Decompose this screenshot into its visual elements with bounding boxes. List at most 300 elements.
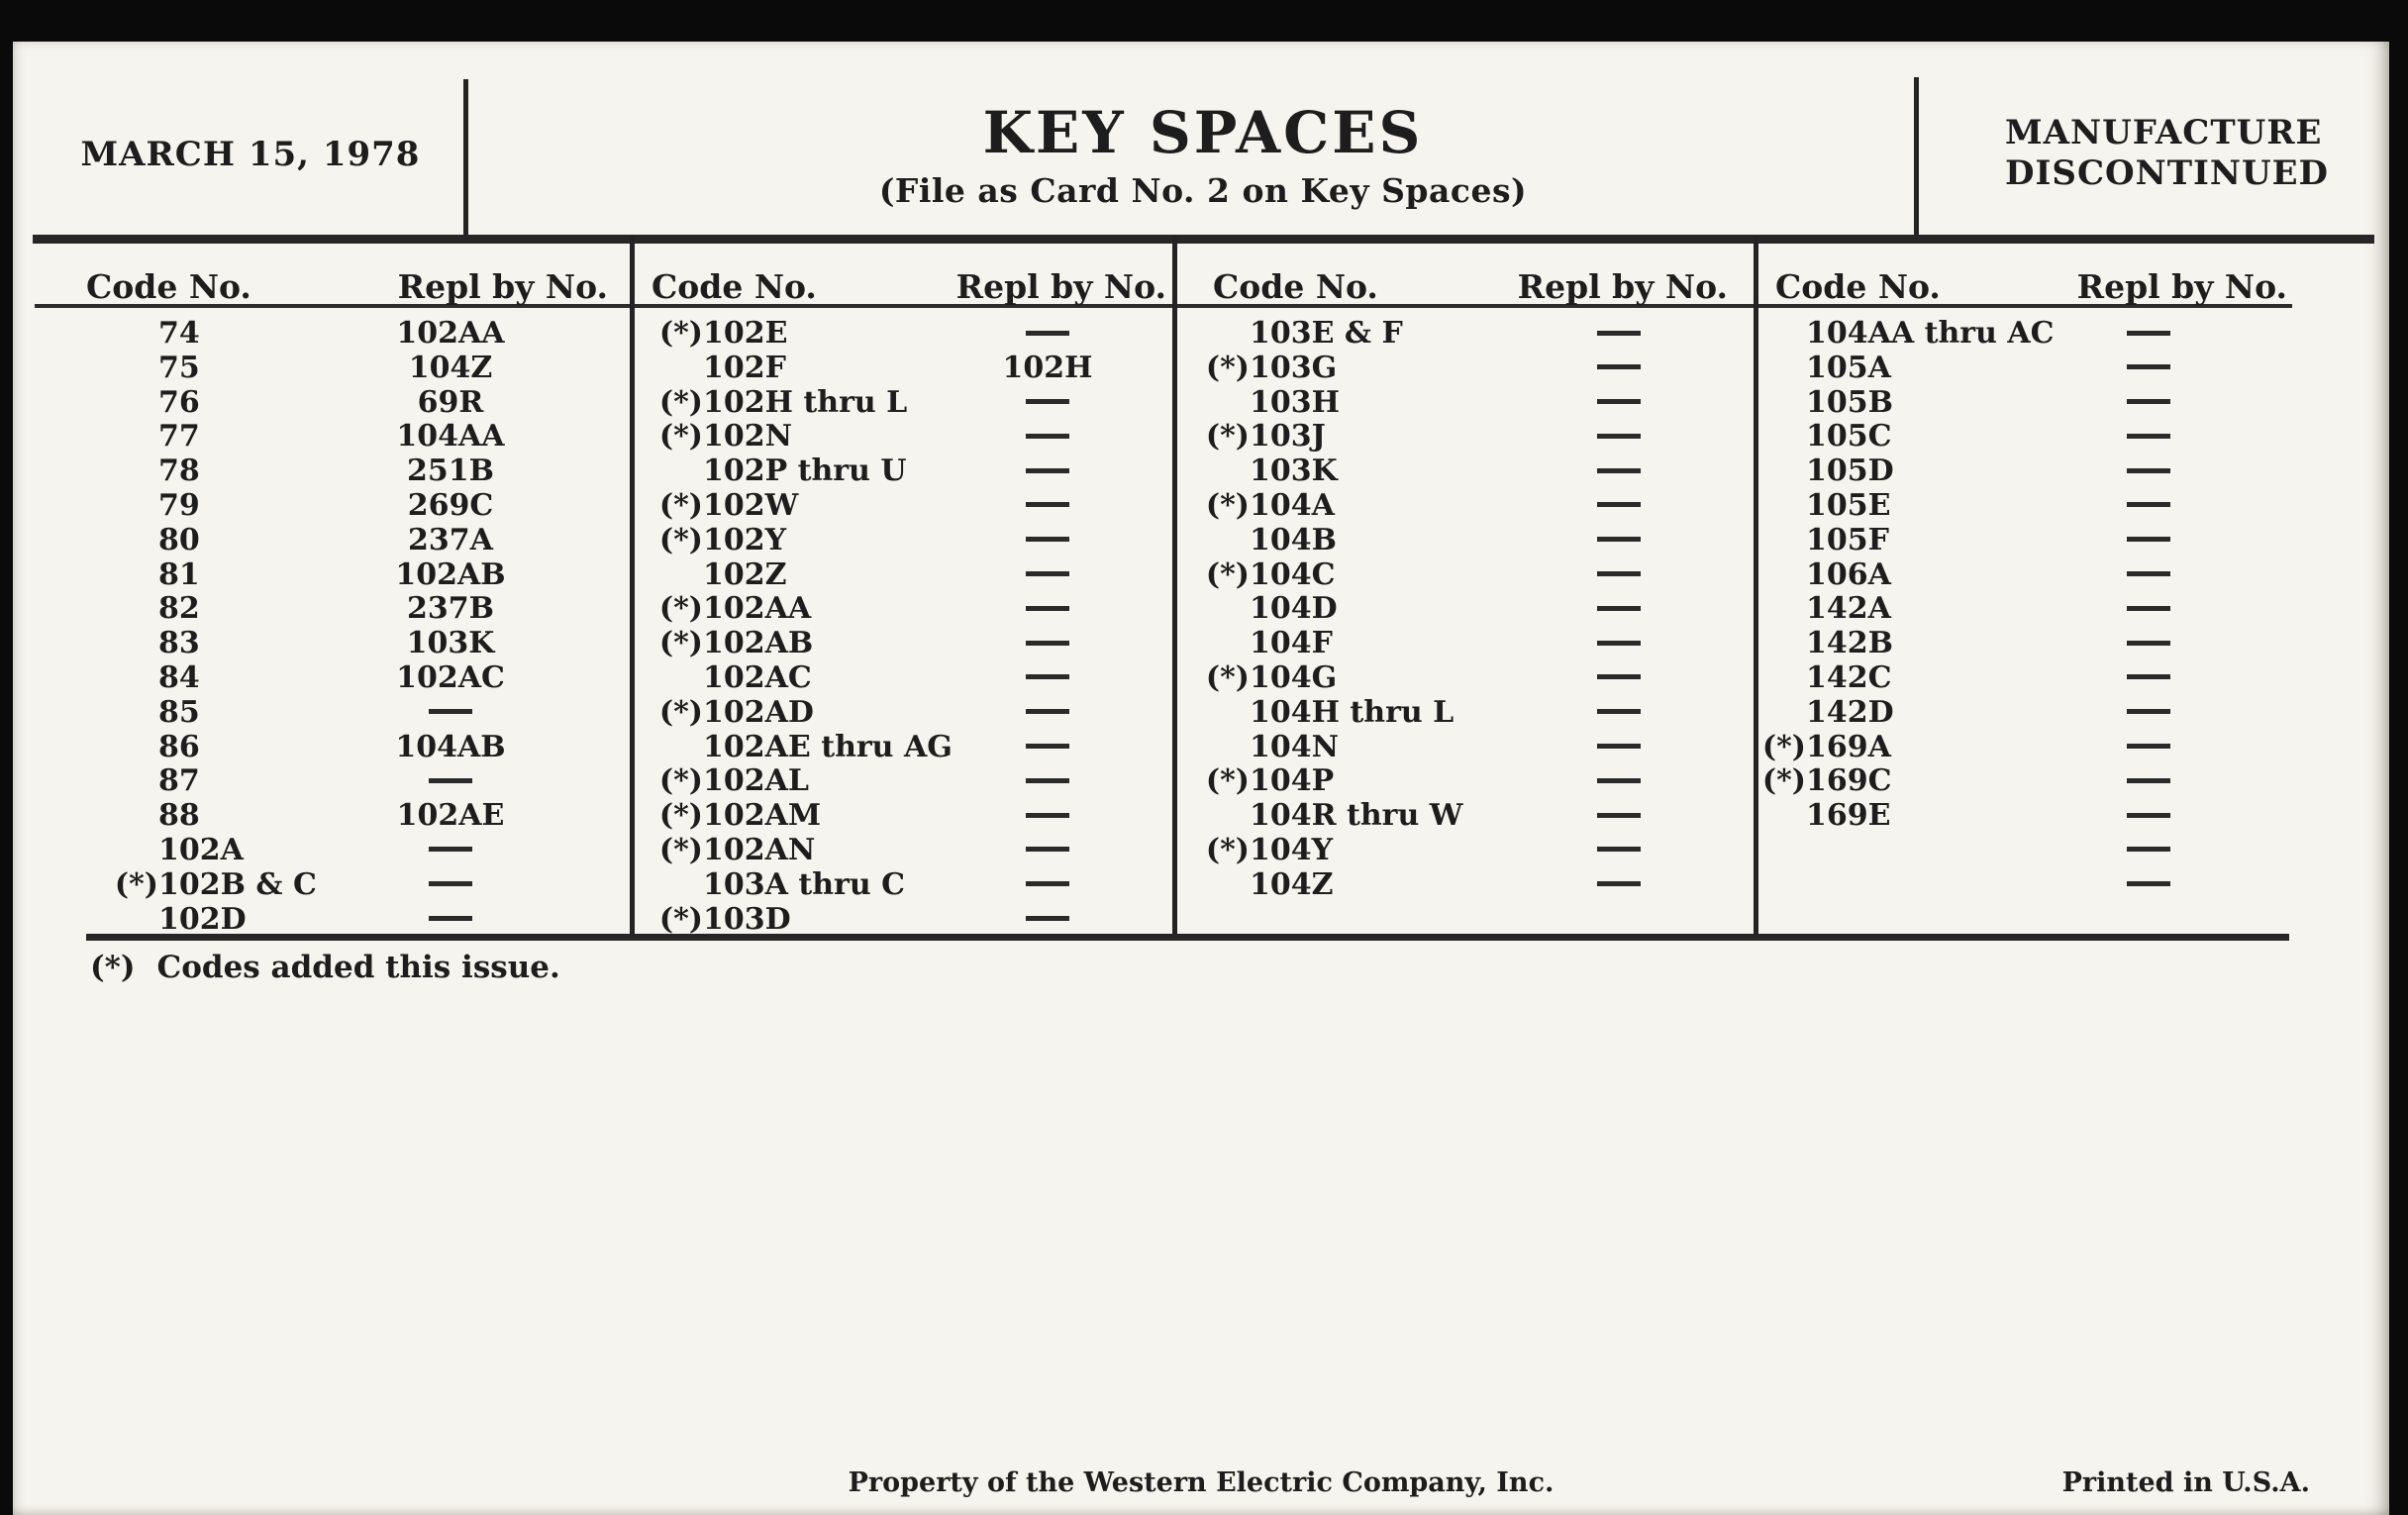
no-replacement-dash	[1520, 420, 1718, 454]
dash-mark	[1026, 744, 1069, 749]
repl-no: 269C	[407, 487, 494, 523]
no-replacement-dash	[949, 868, 1147, 903]
dash-mark	[2127, 641, 2170, 646]
table-row	[630, 834, 1172, 868]
code-no: 87	[158, 763, 200, 799]
code-no: 142A	[1806, 591, 1891, 627]
table-row	[630, 317, 1172, 352]
dash-mark	[1026, 606, 1069, 611]
repl-no: 102AB	[395, 556, 506, 592]
no-replacement-dash	[351, 764, 550, 799]
table-row	[1754, 661, 2371, 696]
code-no: 102AM	[703, 798, 822, 834]
table-row	[1754, 386, 2371, 421]
no-replacement-dash	[351, 868, 550, 903]
table-row	[1172, 489, 1754, 524]
no-replacement-dash	[2050, 627, 2248, 661]
code-no: 103K	[1250, 454, 1338, 489]
code-no: 102B & C	[158, 866, 317, 902]
table-row	[35, 489, 630, 524]
dash-mark	[2127, 847, 2170, 852]
table-row	[1172, 764, 1754, 799]
no-replacement-dash	[1520, 731, 1718, 765]
code-no: 142C	[1806, 659, 1892, 695]
code-no-header: Code No.	[1213, 267, 1378, 306]
no-replacement-dash	[949, 489, 1147, 524]
no-replacement-dash	[949, 420, 1147, 454]
no-replacement-dash	[2050, 592, 2248, 627]
dash-mark	[1597, 399, 1641, 404]
code-no: 80	[158, 522, 200, 557]
no-replacement-dash	[1520, 524, 1718, 558]
code-no: 102A	[158, 832, 244, 867]
repl-by-no-header: Repl by No.	[2076, 267, 2287, 306]
group-3-rows	[1172, 317, 1754, 903]
no-replacement-dash	[351, 834, 550, 868]
code-no: 104P	[1250, 763, 1335, 799]
dash-mark	[1597, 571, 1641, 576]
code-no: 105D	[1806, 454, 1894, 489]
dash-mark	[1597, 606, 1641, 611]
code-no: 77	[158, 419, 200, 454]
no-replacement-dash	[2050, 731, 2248, 765]
code-no: 102AD	[703, 694, 814, 730]
table-row	[630, 352, 1172, 386]
property-notice: Property of the Western Electric Company, Inc.	[848, 1467, 1555, 1498]
no-replacement-dash	[1520, 764, 1718, 799]
no-replacement-dash	[949, 731, 1147, 765]
code-no: 104R thru W	[1250, 798, 1463, 834]
dash-mark	[1597, 641, 1641, 646]
table-row	[630, 696, 1172, 731]
table-row	[35, 799, 630, 834]
code-no: 142D	[1806, 694, 1894, 730]
code-no: 102P thru U	[703, 454, 907, 489]
table-row	[35, 317, 630, 352]
added-this-issue-marker: (*)	[658, 316, 703, 351]
dash-mark	[1026, 399, 1069, 404]
dash-mark	[2127, 364, 2170, 369]
no-replacement-dash	[1520, 868, 1718, 903]
no-replacement-dash	[1520, 317, 1718, 352]
code-no: 142B	[1806, 626, 1893, 661]
repl-no: 103K	[406, 626, 495, 661]
no-replacement-dash	[949, 661, 1147, 696]
dash-mark	[1026, 881, 1069, 886]
table-row	[1754, 764, 2371, 799]
no-replacement-dash	[351, 696, 550, 731]
table-row	[630, 489, 1172, 524]
added-this-issue-marker: (*)	[1205, 556, 1250, 592]
dash-mark	[2127, 744, 2170, 749]
dash-mark	[1026, 434, 1069, 439]
catalog-card	[13, 42, 2389, 1515]
no-replacement-dash	[949, 696, 1147, 731]
issue-date: MARCH 15, 1978	[80, 135, 421, 174]
dash-mark	[1026, 331, 1069, 336]
footnote	[90, 950, 560, 985]
code-no: 102H thru L	[703, 384, 908, 420]
table-row	[1754, 489, 2371, 524]
dash-mark	[1026, 847, 1069, 852]
dash-mark	[1597, 744, 1641, 749]
table-row	[35, 764, 630, 799]
table-row	[1172, 524, 1754, 558]
added-this-issue-marker: (*)	[658, 798, 703, 834]
dash-mark	[1026, 778, 1069, 783]
code-no: 105F	[1806, 522, 1889, 557]
masthead-divider-left	[463, 79, 468, 235]
no-replacement-dash	[1520, 592, 1718, 627]
no-replacement-dash	[1520, 799, 1718, 834]
code-no: 102AB	[703, 626, 814, 661]
code-no: 85	[158, 694, 200, 730]
no-replacement-dash	[949, 799, 1147, 834]
no-replacement-dash	[1520, 558, 1718, 593]
table-row	[35, 868, 630, 903]
code-no: 102D	[158, 901, 247, 937]
code-no: 106A	[1806, 556, 1891, 592]
no-replacement-dash	[2050, 764, 2248, 799]
code-no: 103J	[1250, 419, 1326, 454]
code-no-header: Code No.	[652, 267, 817, 306]
table-row	[1172, 592, 1754, 627]
dash-mark	[2127, 434, 2170, 439]
no-replacement-dash	[1520, 386, 1718, 421]
table-row	[630, 661, 1172, 696]
group-1-rows	[35, 317, 630, 937]
no-replacement-dash	[2050, 834, 2248, 868]
no-replacement-dash	[2050, 454, 2248, 489]
table-row	[1754, 524, 2371, 558]
table-row	[1172, 868, 1754, 903]
table-row	[630, 420, 1172, 454]
code-no: 102Y	[703, 522, 787, 557]
repl-no: 69R	[417, 384, 484, 420]
code-no: 169E	[1806, 798, 1891, 834]
table-row	[1754, 317, 2371, 352]
code-no: 103E & F	[1250, 316, 1403, 351]
dash-mark	[1026, 641, 1069, 646]
added-this-issue-marker: (*)	[658, 384, 703, 420]
table-row	[630, 592, 1172, 627]
no-replacement-dash	[949, 386, 1147, 421]
code-no: 103G	[1250, 350, 1338, 385]
table-row	[1754, 627, 2371, 661]
table-row	[35, 420, 630, 454]
dash-mark	[1597, 709, 1641, 714]
added-this-issue-marker: (*)	[658, 487, 703, 523]
table-row	[630, 764, 1172, 799]
no-replacement-dash	[2050, 868, 2248, 903]
code-no: 104B	[1250, 522, 1337, 557]
code-no-header: Code No.	[1775, 267, 1941, 306]
no-replacement-dash	[949, 524, 1147, 558]
code-no: 104AA thru AC	[1806, 316, 2055, 351]
no-replacement-dash	[2050, 317, 2248, 352]
added-this-issue-marker: (*)	[1205, 832, 1250, 867]
code-no: 102AE thru AG	[703, 729, 953, 764]
table-row	[630, 386, 1172, 421]
table-row	[35, 558, 630, 593]
code-no: 74	[158, 316, 200, 351]
code-no: 83	[158, 626, 200, 661]
code-no: 86	[158, 729, 200, 764]
no-replacement-dash	[1520, 661, 1718, 696]
group-2-header	[630, 267, 1172, 305]
table-row	[35, 524, 630, 558]
repl-no: 104AA	[396, 419, 505, 454]
table-row	[35, 627, 630, 661]
no-replacement-dash	[2050, 558, 2248, 593]
added-this-issue-marker: (*)	[1205, 419, 1250, 454]
code-no: 105C	[1806, 419, 1892, 454]
dash-mark	[1026, 674, 1069, 679]
table-row	[1754, 696, 2371, 731]
added-this-issue-marker: (*)	[658, 694, 703, 730]
no-replacement-dash	[949, 558, 1147, 593]
table-row	[630, 903, 1172, 938]
printed-in-usa: Printed in U.S.A.	[2061, 1467, 2310, 1498]
table-row	[35, 352, 630, 386]
table-row	[1754, 799, 2371, 834]
repl-no: 237A	[408, 522, 493, 557]
code-no: 75	[158, 350, 200, 385]
no-replacement-dash	[949, 627, 1147, 661]
code-no: 102AC	[703, 659, 812, 695]
code-no: 104A	[1250, 487, 1335, 523]
dash-mark	[1597, 502, 1641, 507]
table-row	[630, 799, 1172, 834]
table-row	[1754, 558, 2371, 593]
code-no: 78	[158, 454, 200, 489]
dash-mark	[2127, 331, 2170, 336]
table-row	[1754, 834, 2371, 868]
code-no: 104Y	[1250, 832, 1334, 867]
dash-mark	[1026, 709, 1069, 714]
no-replacement-dash	[949, 317, 1147, 352]
dash-mark	[1026, 916, 1069, 921]
dash-mark	[1597, 881, 1641, 886]
group-3-header	[1172, 267, 1754, 305]
no-replacement-dash	[949, 903, 1147, 938]
code-no: 104N	[1250, 729, 1340, 764]
code-no: 105A	[1806, 350, 1891, 385]
added-this-issue-marker: (*)	[658, 901, 703, 937]
dash-mark	[1026, 813, 1069, 818]
no-replacement-dash	[2050, 661, 2248, 696]
no-replacement-dash	[2050, 489, 2248, 524]
top-rule	[33, 235, 2374, 244]
code-no: 102Z	[703, 556, 787, 592]
table-row	[630, 558, 1172, 593]
table-row	[1754, 592, 2371, 627]
dash-mark	[2127, 399, 2170, 404]
table-row	[35, 661, 630, 696]
added-this-issue-marker: (*)	[1761, 763, 1806, 799]
table-row	[630, 868, 1172, 903]
group-4-rows	[1754, 317, 2371, 903]
status-stamp	[2005, 113, 2329, 194]
added-this-issue-marker: (*)	[1205, 350, 1250, 385]
code-no: 81	[158, 556, 200, 592]
table-row	[630, 731, 1172, 765]
dash-mark	[2127, 571, 2170, 576]
dash-mark	[1597, 778, 1641, 783]
code-no: 104G	[1250, 659, 1338, 695]
repl-by-no-header: Repl by No.	[397, 267, 608, 306]
dash-mark	[2127, 537, 2170, 542]
code-no: 102AA	[703, 591, 812, 627]
table-row	[1754, 454, 2371, 489]
no-replacement-dash	[2050, 524, 2248, 558]
repl-no: 102AC	[396, 659, 505, 695]
code-no: 169C	[1806, 763, 1892, 799]
dash-mark	[1597, 468, 1641, 473]
group-2-rows	[630, 317, 1172, 937]
table-row	[630, 627, 1172, 661]
group-1-header	[35, 267, 630, 305]
table-row	[35, 903, 630, 938]
dash-mark	[2127, 709, 2170, 714]
code-no: 102F	[703, 350, 786, 385]
repl-by-no-header: Repl by No.	[955, 267, 1166, 306]
table-row	[1172, 731, 1754, 765]
code-no: 103H	[1250, 384, 1340, 420]
dash-mark	[429, 709, 472, 714]
masthead-divider-right	[1914, 77, 1919, 235]
code-no: 105B	[1806, 384, 1893, 420]
table-row	[1172, 420, 1754, 454]
no-replacement-dash	[2050, 420, 2248, 454]
table-row	[1172, 661, 1754, 696]
table-row	[1172, 696, 1754, 731]
added-this-issue-marker: (*)	[90, 950, 136, 985]
table-row	[35, 386, 630, 421]
added-this-issue-marker: (*)	[1205, 763, 1250, 799]
dash-mark	[2127, 502, 2170, 507]
table-row	[1754, 420, 2371, 454]
table-row	[1172, 834, 1754, 868]
dash-mark	[1026, 571, 1069, 576]
added-this-issue-marker: (*)	[658, 419, 703, 454]
table-row	[1172, 317, 1754, 352]
table-row	[1172, 799, 1754, 834]
no-replacement-dash	[1520, 352, 1718, 386]
code-no: 102AN	[703, 832, 816, 867]
no-replacement-dash	[2050, 352, 2248, 386]
added-this-issue-marker: (*)	[658, 626, 703, 661]
code-no: 169A	[1806, 729, 1891, 764]
dash-mark	[429, 881, 472, 886]
table-row	[35, 592, 630, 627]
no-replacement-dash	[1520, 454, 1718, 489]
code-no: 103D	[703, 901, 791, 937]
no-replacement-dash	[949, 592, 1147, 627]
code-no: 76	[158, 384, 200, 420]
dash-mark	[429, 916, 472, 921]
table-row	[1754, 352, 2371, 386]
dash-mark	[2127, 674, 2170, 679]
code-no: 104C	[1250, 556, 1336, 592]
code-no: 88	[158, 798, 200, 834]
dash-mark	[1597, 434, 1641, 439]
repl-no: 104Z	[408, 350, 493, 385]
dash-mark	[1026, 537, 1069, 542]
table-row	[35, 454, 630, 489]
dash-mark	[1026, 468, 1069, 473]
repl-by-no-header: Repl by No.	[1517, 267, 1728, 306]
table-row	[35, 696, 630, 731]
table-row	[1172, 627, 1754, 661]
no-replacement-dash	[2050, 696, 2248, 731]
table-row	[35, 834, 630, 868]
no-replacement-dash	[351, 903, 550, 938]
dash-mark	[429, 778, 472, 783]
code-no: 104H thru L	[1250, 694, 1455, 730]
added-this-issue-marker: (*)	[1205, 659, 1250, 695]
dash-mark	[1026, 502, 1069, 507]
dash-mark	[1597, 364, 1641, 369]
table-row	[1172, 454, 1754, 489]
status-line-2: DISCONTINUED	[2005, 153, 2330, 193]
no-replacement-dash	[949, 764, 1147, 799]
added-this-issue-marker: (*)	[658, 763, 703, 799]
table-row	[1172, 558, 1754, 593]
repl-no: 251B	[407, 454, 494, 489]
no-replacement-dash	[1520, 627, 1718, 661]
code-no-header: Code No.	[86, 267, 251, 306]
code-no: 84	[158, 659, 200, 695]
no-replacement-dash	[2050, 799, 2248, 834]
no-replacement-dash	[1520, 489, 1718, 524]
dash-mark	[2127, 778, 2170, 783]
code-no: 104Z	[1250, 866, 1334, 902]
code-no: 102E	[703, 316, 788, 351]
table-row	[1754, 731, 2371, 765]
group-4-header	[1754, 267, 2371, 305]
no-replacement-dash	[1520, 696, 1718, 731]
code-no: 105E	[1806, 487, 1891, 523]
code-no: 82	[158, 591, 200, 627]
no-replacement-dash	[1520, 834, 1718, 868]
table-row	[1754, 868, 2371, 903]
repl-no: 237B	[407, 591, 494, 627]
repl-no: 102AE	[396, 798, 505, 834]
code-no: 102AL	[703, 763, 809, 799]
table-row	[35, 731, 630, 765]
table-row	[630, 454, 1172, 489]
added-this-issue-marker: (*)	[658, 522, 703, 557]
repl-no: 102AA	[396, 316, 505, 351]
masthead-title-block	[856, 99, 1550, 210]
added-this-issue-marker: (*)	[114, 866, 158, 902]
no-replacement-dash	[2050, 386, 2248, 421]
added-this-issue-marker: (*)	[658, 832, 703, 867]
dash-mark	[1597, 331, 1641, 336]
code-no: 102W	[703, 487, 799, 523]
dash-mark	[1597, 813, 1641, 818]
dash-mark	[1597, 674, 1641, 679]
footnote-text: Codes added this issue.	[156, 950, 560, 985]
dash-mark	[1597, 537, 1641, 542]
page-title: KEY SPACES	[982, 99, 1424, 166]
status-line-1: MANUFACTURE	[2005, 113, 2323, 152]
no-replacement-dash	[949, 834, 1147, 868]
dash-mark	[2127, 881, 2170, 886]
dash-mark	[1597, 847, 1641, 852]
repl-no: 102H	[1002, 350, 1093, 385]
